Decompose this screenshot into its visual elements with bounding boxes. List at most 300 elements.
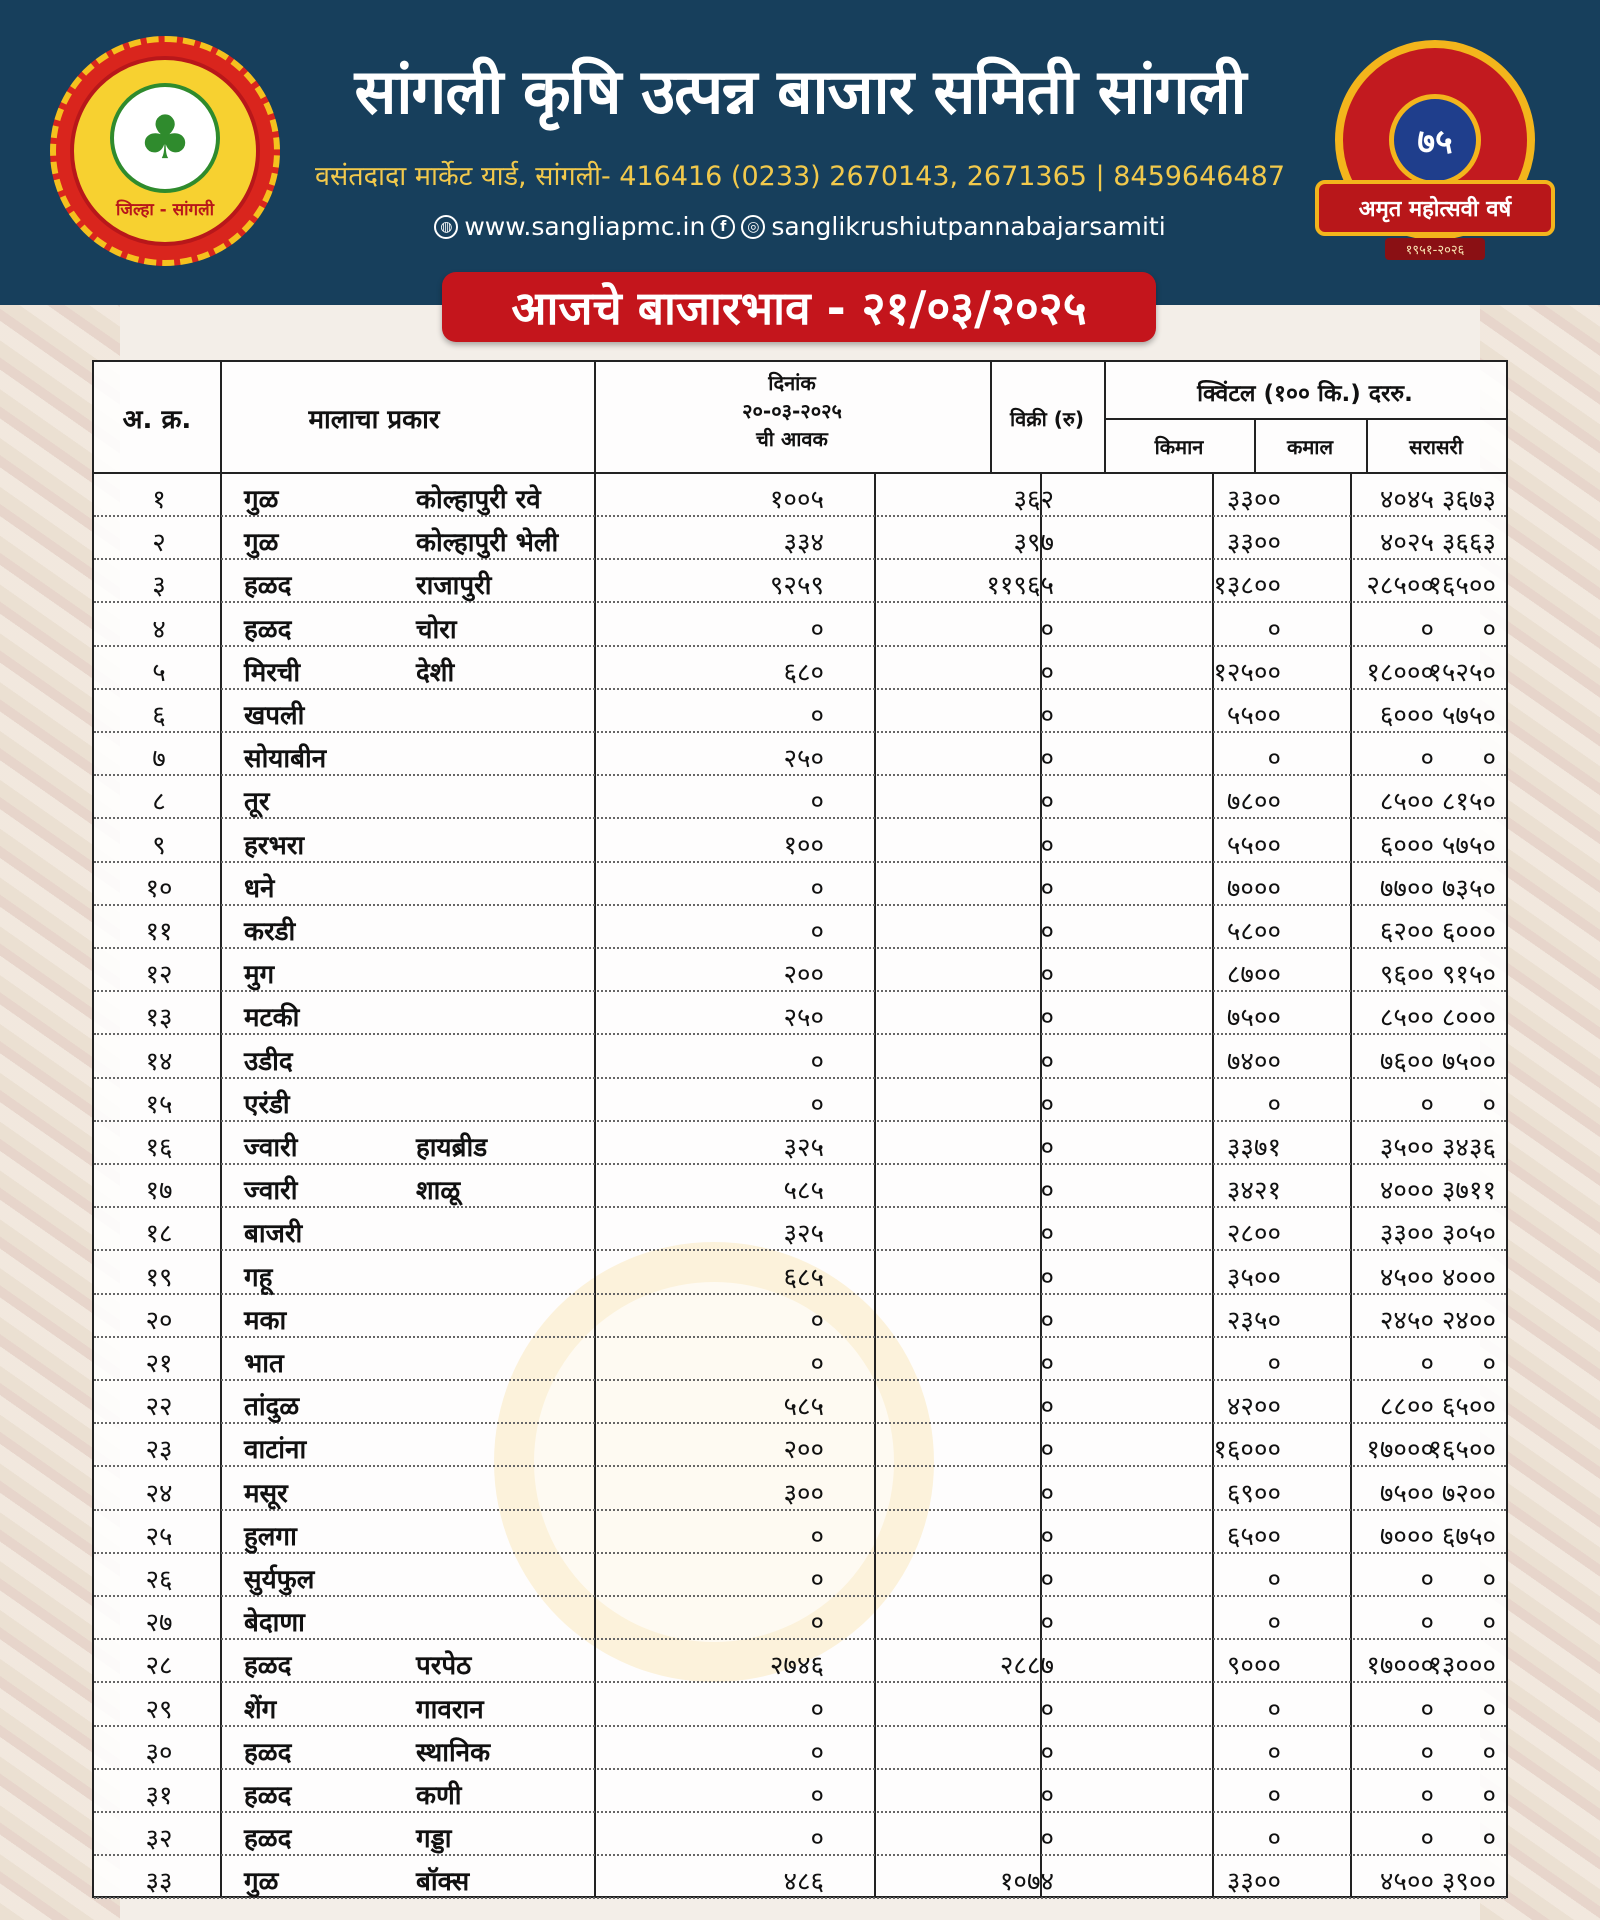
cell-max-price: ० [1420, 1349, 1434, 1379]
table-row [94, 1424, 1506, 1467]
table-row [94, 776, 1506, 819]
cell-variety [416, 1430, 606, 1464]
cell-variety [416, 1517, 606, 1551]
cell-variety [416, 826, 606, 860]
cell-item: हळद [244, 1737, 292, 1768]
cell-serial: २२ [145, 1392, 173, 1423]
cell-avg-price: १५२५० [1428, 657, 1496, 688]
amrut-mahotsav-logo [1315, 40, 1555, 260]
cell-max-price: ० [1420, 1608, 1434, 1639]
cell-serial: २१ [145, 1349, 173, 1379]
cell-avg-price: ६७५० [1441, 1521, 1496, 1552]
cell-arrival: ० [810, 614, 824, 645]
cell-item: हुलगा [244, 1521, 297, 1552]
cell-serial: १४ [145, 1046, 173, 1077]
cell-item: हळद [244, 571, 292, 602]
table-row [94, 1640, 1506, 1683]
cell-max-price: २४५० [1379, 1305, 1434, 1336]
cell-max-price: १७००० [1366, 1435, 1434, 1466]
cell-max-price: ४०२५ [1379, 528, 1434, 559]
cell-sale: ० [1040, 1824, 1054, 1855]
table-row [94, 906, 1506, 949]
cell-max-price: १७००० [1366, 1651, 1434, 1682]
table-row [94, 1295, 1506, 1338]
apmc-logo [50, 36, 280, 266]
table-header [94, 362, 1506, 474]
cell-sale: ० [1040, 1046, 1054, 1077]
page-header [0, 0, 1600, 305]
table-row [94, 820, 1506, 863]
cell-arrival: ० [810, 1737, 824, 1768]
table-row [94, 1468, 1506, 1511]
logo-years-text: १९५१-२०२६ [1385, 238, 1485, 260]
cell-item: धने [244, 873, 275, 904]
cell-item: मटकी [244, 1003, 300, 1034]
cell-variety [416, 1214, 606, 1248]
cell-arrival: ० [810, 1694, 824, 1725]
cell-avg-price: ० [1482, 1089, 1496, 1120]
cell-serial: १ [152, 485, 166, 515]
cell-avg-price: ० [1482, 744, 1496, 775]
cell-min-price: २८०० [1226, 1219, 1281, 1250]
cell-variety [416, 1387, 606, 1421]
cell-item: हरभरा [244, 830, 305, 861]
cell-max-price: ८५०० [1379, 787, 1434, 818]
cell-max-price: ० [1420, 1565, 1434, 1595]
table-row [94, 733, 1506, 776]
cell-serial: १२ [145, 960, 173, 991]
header-arrival-line1: दिनांक [768, 371, 816, 395]
cell-sale: ० [1040, 1737, 1054, 1768]
cell-min-price: १२५०० [1213, 657, 1281, 688]
cell-serial: ११ [145, 917, 173, 947]
cell-avg-price: ० [1482, 1565, 1496, 1595]
cell-item: गुळ [244, 1867, 279, 1898]
cell-item: मसूर [244, 1478, 288, 1509]
cell-serial: ७ [152, 744, 166, 775]
cell-variety: कणी [416, 1781, 462, 1811]
cell-max-price: ८८०० [1379, 1392, 1434, 1423]
cell-variety [416, 955, 606, 989]
cell-serial: २६ [145, 1565, 173, 1595]
cell-item: सोयाबीन [244, 744, 327, 775]
table-row [94, 1856, 1506, 1899]
cell-min-price: ० [1267, 1089, 1281, 1120]
cell-min-price: ० [1267, 1349, 1281, 1379]
cell-arrival: २०० [783, 1435, 824, 1466]
globe-icon: ◍ [434, 215, 458, 239]
cell-sale: ० [1040, 701, 1054, 731]
cell-sale: ० [1040, 1219, 1054, 1250]
header-quintal: क्विंटल (१०० कि.) दररु. [1197, 381, 1413, 407]
cell-item: ज्वारी [244, 1176, 298, 1207]
cell-avg-price: ० [1482, 1694, 1496, 1725]
cell-variety [416, 739, 606, 773]
cell-max-price: ६००० [1379, 830, 1434, 861]
cell-sale: ० [1040, 1694, 1054, 1725]
cell-item: बाजरी [244, 1219, 303, 1250]
cell-min-price: ० [1267, 1608, 1281, 1639]
cell-min-price: ३५०० [1226, 1262, 1281, 1293]
cell-min-price: ० [1267, 744, 1281, 775]
cell-avg-price: ७३५० [1441, 873, 1496, 904]
cell-serial: २३ [145, 1435, 173, 1466]
cell-sale: ० [1040, 960, 1054, 991]
cell-avg-price: ० [1482, 1608, 1496, 1639]
cell-min-price: ० [1267, 1565, 1281, 1595]
cell-variety: कोल्हापुरी भेली [416, 528, 559, 559]
table-row [94, 1252, 1506, 1295]
cell-variety: बॉक्स [416, 1867, 470, 1898]
cell-arrival: ० [810, 1349, 824, 1379]
cell-avg-price: ८१५० [1441, 787, 1496, 818]
cell-variety: शाळू [416, 1176, 461, 1207]
cell-variety: राजापुरी [416, 571, 492, 602]
cell-sale: ० [1040, 1089, 1054, 1120]
cell-variety [416, 912, 606, 946]
cell-arrival: ० [810, 1521, 824, 1552]
date-banner: आजचे बाजारभाव - २१/०३/२०२५ [442, 272, 1156, 342]
table-row [94, 1036, 1506, 1079]
cell-sale: ० [1040, 787, 1054, 818]
cell-variety [416, 1085, 606, 1119]
cell-avg-price: ६००० [1441, 917, 1496, 947]
cell-serial: ३० [145, 1737, 173, 1768]
cell-arrival: २५० [783, 744, 824, 775]
cell-min-price: ५८०० [1226, 917, 1281, 947]
cell-variety [416, 998, 606, 1032]
table-row [94, 474, 1506, 517]
header-min: किमान [1154, 435, 1204, 459]
cell-sale: ० [1040, 1349, 1054, 1379]
instagram-icon[interactable]: ◎ [741, 215, 765, 239]
cell-min-price: २३५० [1226, 1305, 1281, 1336]
cell-serial: १६ [145, 1133, 173, 1163]
cell-variety [416, 869, 606, 903]
cell-avg-price: ७५०० [1441, 1046, 1496, 1077]
cell-item: सुर्यफुल [244, 1565, 315, 1595]
cell-item: हळद [244, 1781, 292, 1811]
table-row [94, 1338, 1506, 1381]
cell-min-price: ५५०० [1226, 701, 1281, 731]
cell-sale: १०७४ [999, 1867, 1054, 1898]
cell-arrival: ० [810, 1565, 824, 1595]
table-row [94, 1165, 1506, 1208]
cell-item: तांदुळ [244, 1392, 300, 1423]
table-row [94, 1079, 1506, 1122]
cell-item: करडी [244, 917, 296, 947]
cell-max-price: २८५०० [1366, 571, 1434, 602]
cell-max-price: ४५०० [1379, 1262, 1434, 1293]
cell-min-price: ८७०० [1226, 960, 1281, 991]
cell-avg-price: ८००० [1441, 1003, 1496, 1034]
cell-avg-price: ४००० [1441, 1262, 1496, 1293]
cell-avg-price: ३६७३ [1441, 485, 1496, 515]
cell-avg-price: १६५०० [1428, 571, 1496, 602]
cell-arrival: ० [810, 787, 824, 818]
cell-avg-price: ० [1482, 1824, 1496, 1855]
cell-serial: ६ [152, 701, 166, 731]
cell-serial: १९ [145, 1262, 173, 1293]
table-row [94, 647, 1506, 690]
cell-variety [416, 782, 606, 816]
cell-arrival: ० [810, 1781, 824, 1811]
cell-item: मुग [244, 960, 275, 991]
cell-avg-price: ६५०० [1441, 1392, 1496, 1423]
cell-min-price: ० [1267, 1781, 1281, 1811]
cell-avg-price: ३७११ [1441, 1176, 1496, 1207]
cell-variety [416, 696, 606, 730]
cell-serial: १८ [145, 1219, 173, 1250]
cell-item: भात [244, 1349, 284, 1379]
cell-max-price: ४००० [1379, 1176, 1434, 1207]
cell-arrival: ० [810, 1608, 824, 1639]
cell-min-price: ३३०० [1226, 528, 1281, 559]
cell-arrival: ५८५ [783, 1392, 824, 1423]
cell-min-price: ० [1267, 1694, 1281, 1725]
cell-avg-price: ० [1482, 1349, 1496, 1379]
cell-max-price: ७६०० [1379, 1046, 1434, 1077]
logo-75-text: ७५ [1389, 94, 1481, 186]
table-row [94, 690, 1506, 733]
cell-min-price: ३४२१ [1226, 1176, 1281, 1207]
cell-min-price: १६००० [1213, 1435, 1281, 1466]
cell-item: गुळ [244, 528, 279, 559]
header-max: कमाल [1286, 435, 1334, 459]
cell-arrival: १००५ [769, 485, 824, 515]
cell-min-price: ९००० [1226, 1651, 1281, 1682]
table-row [94, 1684, 1506, 1727]
cell-sale: ० [1040, 1305, 1054, 1336]
cell-avg-price: २४०० [1441, 1305, 1496, 1336]
cell-variety: देशी [416, 657, 455, 688]
cell-avg-price: १६५०० [1428, 1435, 1496, 1466]
cell-max-price: ७००० [1379, 1521, 1434, 1552]
cell-avg-price: १३००० [1428, 1651, 1496, 1682]
cell-min-price: ३३७१ [1226, 1133, 1281, 1163]
cell-sale: ० [1040, 830, 1054, 861]
social-handle[interactable]: sanglikrushiutpannabajarsamiti [771, 212, 1166, 241]
cell-min-price: ० [1267, 614, 1281, 645]
cell-serial: २० [145, 1305, 173, 1336]
cell-sale: ० [1040, 1521, 1054, 1552]
cell-variety [416, 1603, 606, 1637]
cell-item: हळद [244, 614, 292, 645]
cell-serial: ८ [152, 787, 166, 818]
cell-variety: गावरान [416, 1694, 484, 1725]
header-type: मालाचा प्रकार [308, 405, 440, 435]
cell-sale: ० [1040, 873, 1054, 904]
cell-serial: २४ [145, 1478, 173, 1509]
header-sale: विक्री (रु) [1009, 407, 1085, 431]
price-table [92, 360, 1508, 1898]
cell-serial: २८ [145, 1651, 173, 1682]
cell-item: गहू [244, 1262, 273, 1293]
cell-serial: ३२ [145, 1824, 173, 1855]
cell-serial: २९ [145, 1694, 173, 1725]
cell-arrival: २५० [783, 1003, 824, 1034]
cell-sale: ० [1040, 1608, 1054, 1639]
cell-sale: ३९७ [1013, 528, 1054, 559]
table-row [94, 1381, 1506, 1424]
cell-min-price: ७५०० [1226, 1003, 1281, 1034]
cell-arrival: ९२५९ [769, 571, 824, 602]
cell-max-price: ७७०० [1379, 873, 1434, 904]
header-arrival-line2: २०-०३-२०२५ [742, 399, 842, 423]
logo-district-text: जिल्हा - सांगली [115, 199, 215, 220]
cell-min-price: ७४०० [1226, 1046, 1281, 1077]
cell-arrival: ३२५ [783, 1133, 824, 1163]
cell-sale: ० [1040, 1176, 1054, 1207]
cell-serial: ३१ [145, 1781, 173, 1811]
cell-variety [416, 1474, 606, 1508]
cell-min-price: ६९०० [1226, 1478, 1281, 1509]
cell-serial: ३३ [145, 1867, 173, 1898]
table-row [94, 1813, 1506, 1856]
cell-sale: ११९६५ [986, 571, 1054, 602]
facebook-icon[interactable]: f [711, 215, 735, 239]
cell-sale: ० [1040, 657, 1054, 688]
cell-arrival: ० [810, 1305, 824, 1336]
cell-min-price: ६५०० [1226, 1521, 1281, 1552]
cell-arrival: ० [810, 917, 824, 947]
cell-arrival: २०० [783, 960, 824, 991]
cell-avg-price: ५७५० [1441, 830, 1496, 861]
cell-max-price: ० [1420, 1694, 1434, 1725]
cell-variety [416, 1042, 606, 1076]
cell-variety [416, 1258, 606, 1292]
cell-max-price: ६२०० [1379, 917, 1434, 947]
cell-variety: गड्डा [416, 1824, 452, 1855]
cell-serial: २५ [145, 1521, 173, 1552]
cell-arrival: ० [810, 1089, 824, 1120]
cell-variety: स्थानिक [416, 1737, 491, 1768]
cell-max-price: ४५०० [1379, 1867, 1434, 1898]
cell-sale: ० [1040, 1262, 1054, 1293]
cell-item: एरंडी [244, 1089, 290, 1120]
cell-arrival: ६८० [783, 657, 824, 688]
organization-title: सांगली कृषि उत्पन्न बाजार समिती सांगली [354, 55, 1246, 128]
cell-avg-price: ९१५० [1441, 960, 1496, 991]
cell-arrival: ५८५ [783, 1176, 824, 1207]
cell-variety [416, 1560, 606, 1594]
cell-serial: १७ [145, 1176, 173, 1207]
cell-min-price: ४२०० [1226, 1392, 1281, 1423]
header-serial: अ. क्र. [122, 405, 192, 435]
cell-serial: ५ [152, 657, 166, 688]
cell-arrival: ० [810, 873, 824, 904]
cell-min-price: ३३०० [1226, 485, 1281, 515]
cell-avg-price: ० [1482, 614, 1496, 645]
cell-max-price: ० [1420, 1824, 1434, 1855]
cell-avg-price: ३९०० [1441, 1867, 1496, 1898]
table-row [94, 1597, 1506, 1640]
table-row [94, 604, 1506, 647]
cell-avg-price: ७२०० [1441, 1478, 1496, 1509]
logo-ribbon-text: अमृत महोत्सवी वर्ष [1315, 180, 1555, 236]
cell-sale: २८८७ [999, 1651, 1054, 1682]
cell-max-price: ४०४५ [1379, 485, 1434, 515]
cell-max-price: १८००० [1366, 657, 1434, 688]
cell-max-price: ६००० [1379, 701, 1434, 731]
cell-avg-price: ० [1482, 1737, 1496, 1768]
table-row [94, 517, 1506, 560]
cell-serial: २७ [145, 1608, 173, 1639]
cell-sale: ० [1040, 1781, 1054, 1811]
table-row [94, 949, 1506, 992]
cell-item: खपली [244, 701, 305, 731]
cell-sale: ० [1040, 917, 1054, 947]
organization-address: वसंतदादा मार्केट यार्ड, सांगली- 416416 (0233) 2670143, 2671365 | 8459646487 [314, 161, 1285, 192]
cell-arrival: ४८६ [783, 1867, 824, 1898]
cell-max-price: ७५०० [1379, 1478, 1434, 1509]
cell-arrival: ० [810, 1824, 824, 1855]
cell-item: मका [244, 1305, 287, 1336]
cell-avg-price: ५७५० [1441, 701, 1496, 731]
cell-sale: ० [1040, 1392, 1054, 1423]
cell-min-price: ० [1267, 1737, 1281, 1768]
cell-item: मिरची [244, 657, 301, 688]
table-row [94, 1122, 1506, 1165]
cell-max-price: ० [1420, 614, 1434, 645]
cell-serial: ४ [152, 614, 166, 645]
cell-arrival: ३२५ [783, 1219, 824, 1250]
cell-min-price: ५५०० [1226, 830, 1281, 861]
cell-max-price: ३५०० [1379, 1133, 1434, 1163]
table-row [94, 1770, 1506, 1813]
cell-arrival: ६८५ [783, 1262, 824, 1293]
table-row [94, 1554, 1506, 1597]
contact-links [300, 212, 1300, 241]
cell-arrival: ३०० [783, 1478, 824, 1509]
cell-item: उडीद [244, 1046, 293, 1077]
cell-sale: ० [1040, 1565, 1054, 1595]
cell-avg-price: ३४३६ [1441, 1133, 1496, 1163]
cell-variety: चोरा [416, 614, 457, 645]
cell-sale: ३६२ [1013, 485, 1054, 515]
cell-serial: १५ [145, 1089, 173, 1120]
cell-avg-price: ० [1482, 1781, 1496, 1811]
cell-serial: १० [145, 873, 173, 904]
cell-serial: ९ [152, 830, 166, 861]
cell-max-price: ० [1420, 1737, 1434, 1768]
tree-icon: ♣ [110, 83, 220, 193]
cell-variety: परपेठ [416, 1651, 472, 1682]
cell-arrival: ३३४ [783, 528, 824, 559]
website-link[interactable]: www.sangliapmc.in [464, 212, 706, 241]
cell-sale: ० [1040, 614, 1054, 645]
cell-item: शेंग [244, 1694, 277, 1725]
cell-min-price: ७८०० [1226, 787, 1281, 818]
header-avg: सरासरी [1409, 435, 1463, 459]
table-row [94, 863, 1506, 906]
table-row [94, 1208, 1506, 1251]
cell-sale: ० [1040, 744, 1054, 775]
cell-item: तूर [244, 787, 270, 818]
cell-arrival: २७४६ [769, 1651, 824, 1682]
header-arrival-line3: ची आवक [756, 427, 828, 451]
cell-avg-price: ३६६३ [1441, 528, 1496, 559]
cell-item: गुळ [244, 485, 279, 515]
cell-item: हळद [244, 1651, 292, 1682]
cell-arrival: ० [810, 701, 824, 731]
cell-min-price: ७००० [1226, 873, 1281, 904]
cell-sale: ० [1040, 1003, 1054, 1034]
cell-sale: ० [1040, 1133, 1054, 1163]
table-row [94, 1727, 1506, 1770]
cell-serial: २ [152, 528, 166, 559]
cell-min-price: १३८०० [1213, 571, 1281, 602]
